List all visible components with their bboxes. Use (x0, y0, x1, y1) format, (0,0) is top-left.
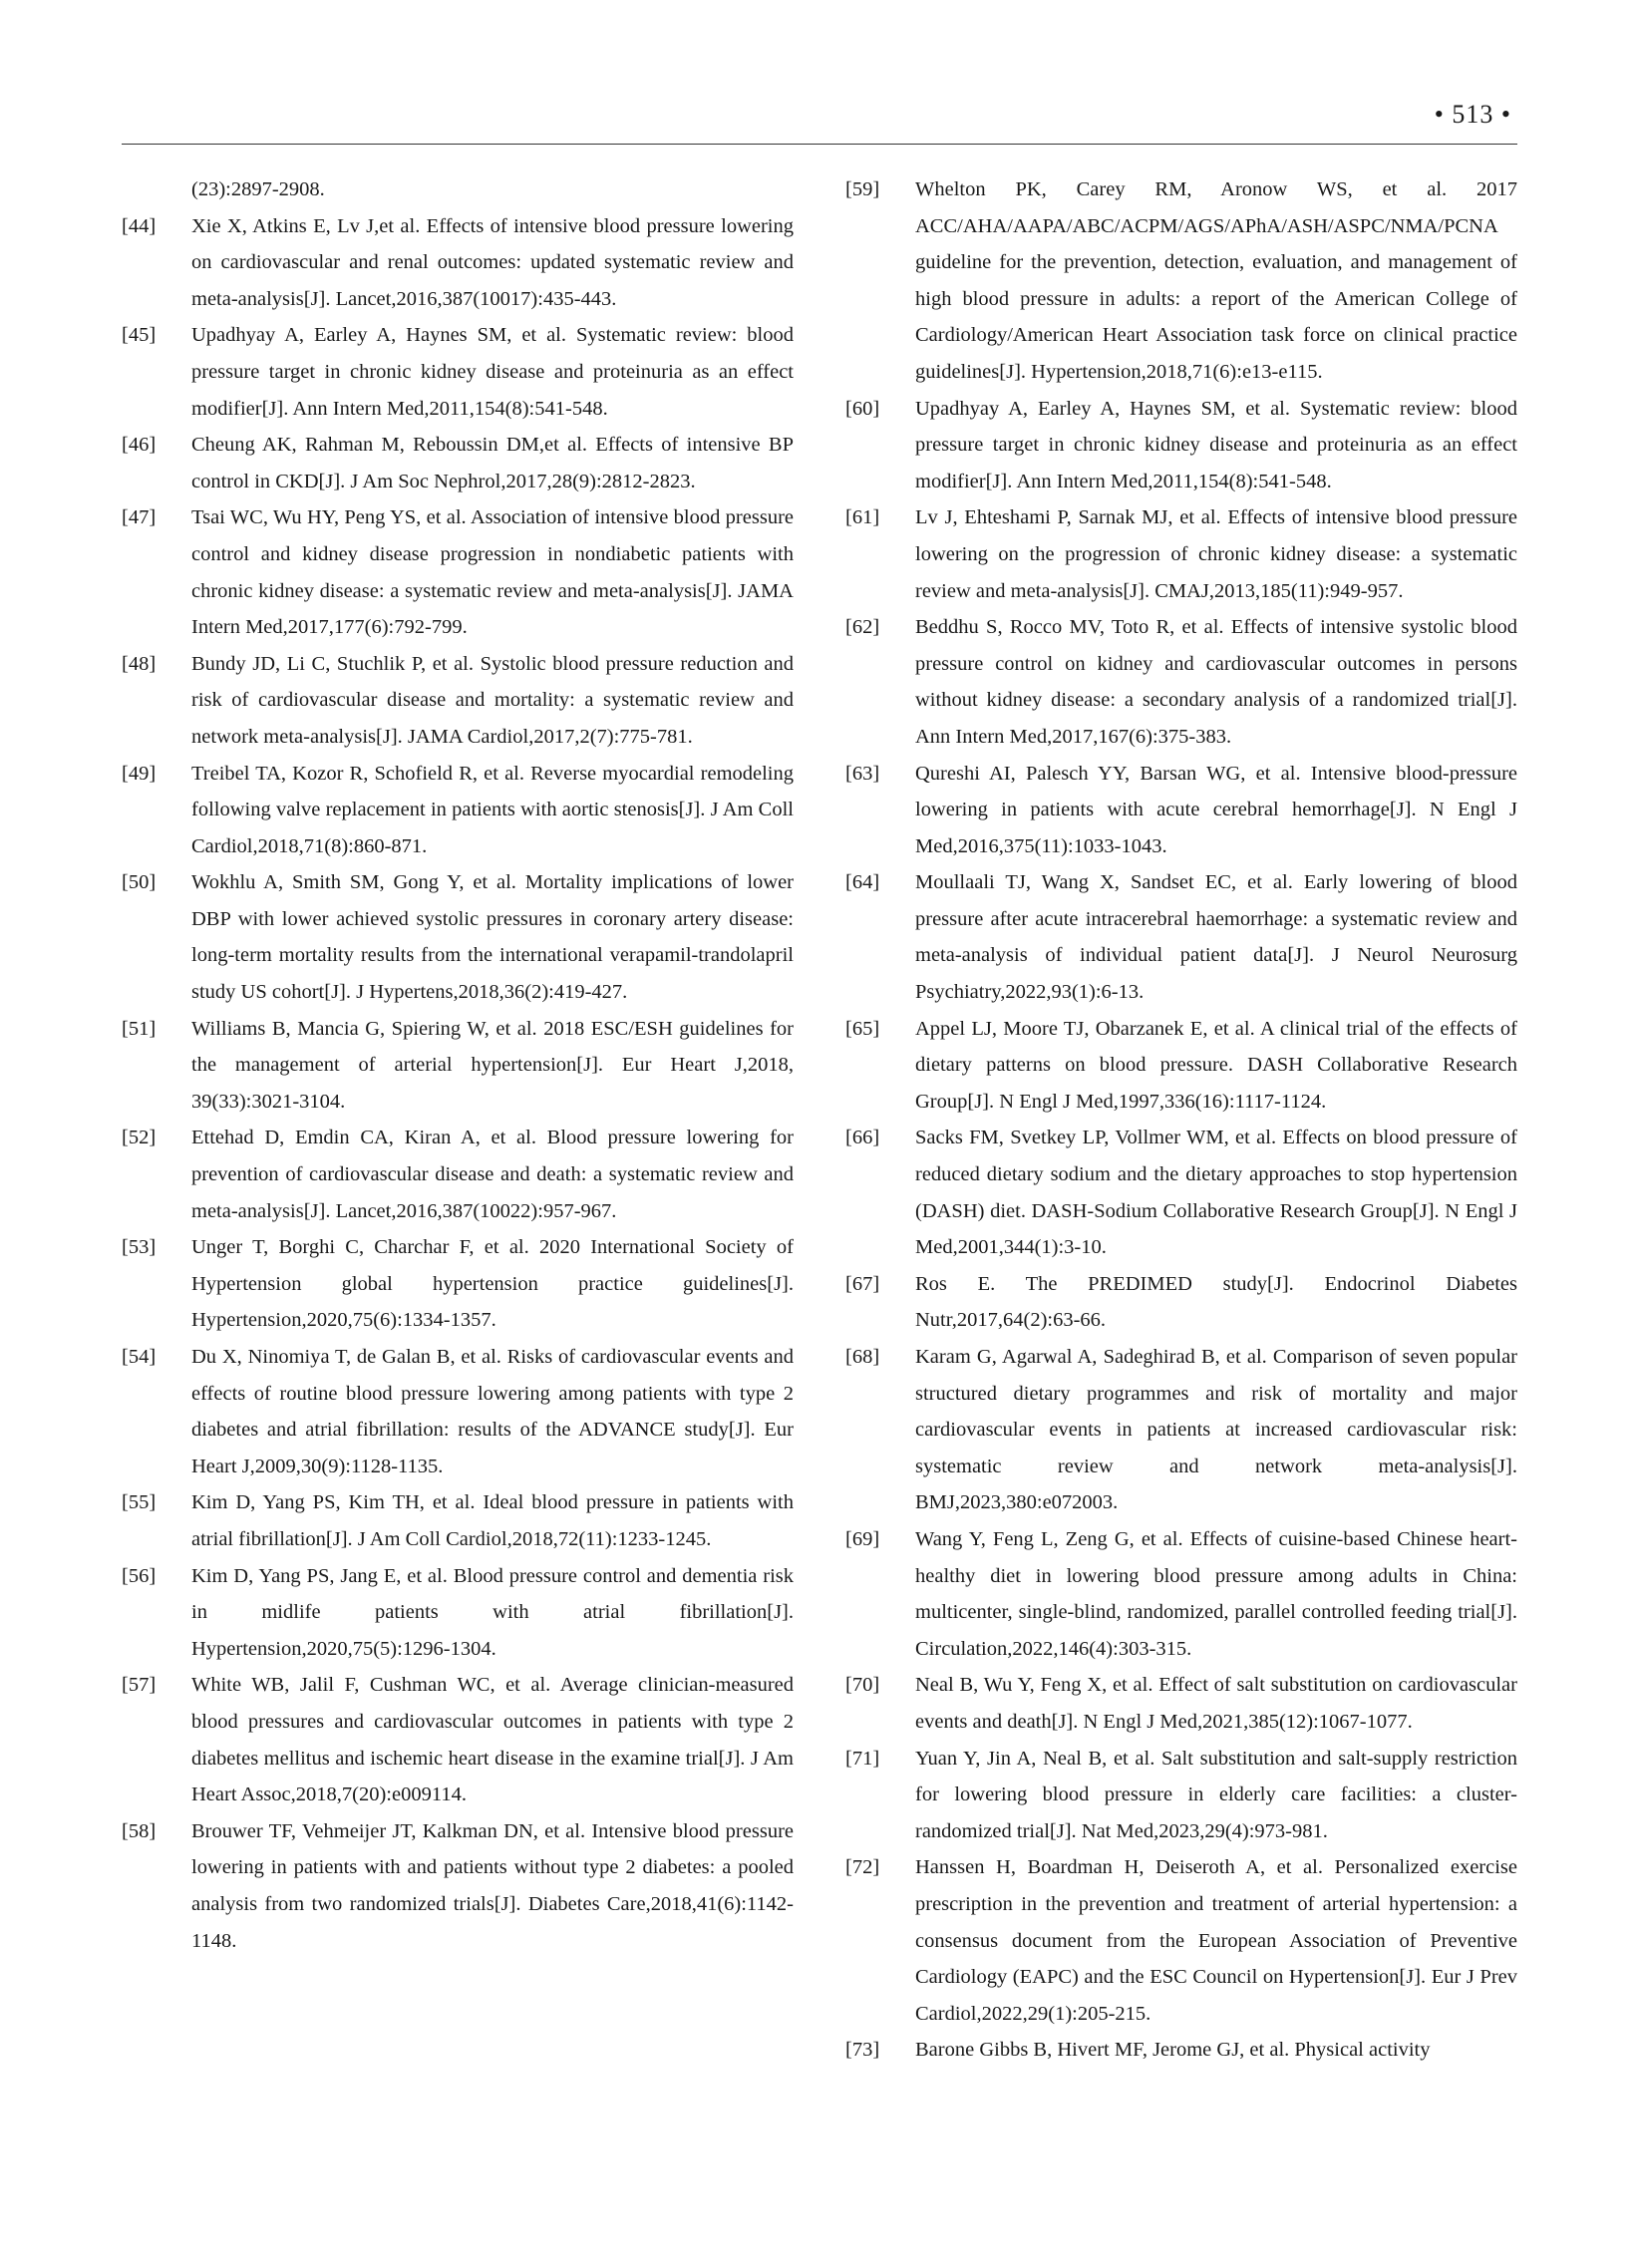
reference-entry (122, 756, 794, 865)
reference-text: Wokhlu A, Smith SM, Gong Y, et al. Mortality implications of lower DBP with lower achieved systolic pressures in coronary artery disease: long-term mortality results from the international verapamil-trandolapril study US cohort[J]. J Hypertens,2018,36(2):419-427. (191, 871, 794, 1004)
reference-text: Ros E. The PREDIMED study[J]. Endocrinol Diabetes Nutr,2017,64(2):63-66. (915, 1272, 1517, 1332)
reference-entry (845, 171, 1517, 391)
reference-text: Yuan Y, Jin A, Neal B, et al. Salt substitution and salt-supply restriction for lowering blood pressure in elderly care facilities: a cluster-randomized trial[J]. Nat Med,2023,29(4):973-981. (915, 1747, 1517, 1842)
reference-entry (845, 1011, 1517, 1121)
reference-number: [70] (845, 1674, 880, 1697)
reference-text: Beddhu S, Rocco MV, Toto R, et al. Effects of intensive systolic blood pressure control on kidney and cardiovascular outcomes in persons without kidney disease: a secondary analysis of a randomized trial[J]. Ann Intern Med,2017,167(6):375-383. (915, 616, 1517, 748)
reference-entry (845, 2032, 1517, 2069)
reference-entry (845, 1266, 1517, 1339)
reference-number: [56] (122, 1564, 157, 1587)
reference-entry (122, 1484, 794, 1557)
reference-number: [44] (122, 214, 157, 237)
header-rule (122, 144, 1517, 145)
reference-number: [62] (845, 616, 880, 639)
reference-entry (845, 864, 1517, 1010)
reference-number: [67] (845, 1272, 880, 1295)
reference-entry (122, 1120, 794, 1229)
reference-entry (845, 1521, 1517, 1667)
reference-number: [51] (122, 1017, 157, 1040)
reference-number: [72] (845, 1856, 880, 1879)
reference-entry (122, 499, 794, 645)
reference-number: [66] (845, 1127, 880, 1149)
page-number: • 513 • (1434, 100, 1511, 129)
reference-number: [63] (845, 762, 880, 785)
reference-entry (122, 1229, 794, 1339)
reference-entry (845, 756, 1517, 865)
reference-number: [64] (845, 871, 880, 894)
reference-entry (122, 317, 794, 427)
reference-number: [55] (122, 1491, 157, 1514)
reference-number: [52] (122, 1127, 157, 1149)
reference-number: [54] (122, 1346, 157, 1368)
reference-text: Bundy JD, Li C, Stuchlik P, et al. Systolic blood pressure reduction and risk of cardiovascular disease and mortality: a systematic review and network meta-analysis[J]. JAMA Cardiol,2017,2(7):775-781. (191, 652, 794, 748)
reference-column-left (122, 171, 794, 1959)
reference-entry (845, 1667, 1517, 1740)
reference-text: Kim D, Yang PS, Jang E, et al. Blood pressure control and dementia risk in midlife patients with atrial fibrillation[J]. Hypertension,2020,75(5):1296-1304. (191, 1564, 794, 1660)
reference-text: Tsai WC, Wu HY, Peng YS, et al. Association of intensive blood pressure control and kidney disease progression in nondiabetic patients with chronic kidney disease: a systematic review and meta-analysis[J]. JAMA Intern Med,2017,177(6):792-799. (191, 506, 794, 639)
reference-number: [60] (845, 397, 880, 420)
reference-text: Ettehad D, Emdin CA, Kiran A, et al. Blood pressure lowering for prevention of cardiovascular disease and death: a systematic review and meta-analysis[J]. Lancet,2016,387(10022):957-967. (191, 1127, 794, 1222)
reference-text: Appel LJ, Moore TJ, Obarzanek E, et al. A clinical trial of the effects of dietary patterns on blood pressure. DASH Collaborative Research Group[J]. N Engl J Med,1997,336(16):1117-1124. (915, 1017, 1517, 1113)
reference-column-right (845, 171, 1517, 2069)
reference-entry (845, 1741, 1517, 1850)
reference-entry (845, 609, 1517, 755)
reference-number: [68] (845, 1346, 880, 1368)
reference-text: (23):2897-2908. (191, 178, 325, 200)
reference-text: Barone Gibbs B, Hivert MF, Jerome GJ, et al. Physical activity (915, 2039, 1431, 2062)
reference-text: Upadhyay A, Earley A, Haynes SM, et al. Systematic review: blood pressure target in chronic kidney disease and proteinuria as an effect modifier[J]. Ann Intern Med,2011,154(8):541-548. (915, 397, 1517, 492)
reference-number: [73] (845, 2039, 880, 2062)
reference-text: Williams B, Mancia G, Spiering W, et al. 2018 ESC/ESH guidelines for the management of arterial hypertension[J]. Eur Heart J,2018, 39(33):3021-3104. (191, 1017, 794, 1113)
reference-entry (122, 646, 794, 756)
reference-number: [57] (122, 1674, 157, 1697)
reference-entry (845, 1120, 1517, 1265)
reference-number: [58] (122, 1819, 157, 1842)
reference-number: [61] (845, 506, 880, 529)
reference-text: Karam G, Agarwal A, Sadeghirad B, et al. Comparison of seven popular structured dietary programmes and risk of mortality and major cardiovascular events in patients at increased cardiovascular risk: systematic review and network meta-analysis[J]. BMJ,2023,380:e072003. (915, 1346, 1517, 1514)
reference-number: [47] (122, 506, 157, 529)
reference-entry (122, 1558, 794, 1668)
reference-entry (845, 1849, 1517, 2032)
reference-text: Neal B, Wu Y, Feng X, et al. Effect of salt substitution on cardiovascular events and death[J]. N Engl J Med,2021,385(12):1067-1077. (915, 1674, 1517, 1733)
reference-text: Qureshi AI, Palesch YY, Barsan WG, et al. Intensive blood-pressure lowering in patients with acute cerebral hemorrhage[J]. N Engl J Med,2016,375(11):1033-1043. (915, 762, 1517, 857)
reference-text: Kim D, Yang PS, Kim TH, et al. Ideal blood pressure in patients with atrial fibrillation[J]. J Am Coll Cardiol,2018,72(11):1233-1245. (191, 1491, 794, 1550)
reference-entry (122, 171, 794, 208)
reference-text: Treibel TA, Kozor R, Schofield R, et al. Reverse myocardial remodeling following valve replacement in patients with aortic stenosis[J]. J Am Coll Cardiol,2018,71(8):860-871. (191, 762, 794, 857)
reference-text: Cheung AK, Rahman M, Reboussin DM,et al. Effects of intensive BP control in CKD[J]. J Am Soc Nephrol,2017,28(9):2812-2823. (191, 434, 794, 492)
reference-text: Wang Y, Feng L, Zeng G, et al. Effects of cuisine-based Chinese heart-healthy diet in lowering blood pressure among adults in China: multicenter, single-blind, randomized, parallel controlled feeding trial[J]. Circulation,2022,146(4):303-315. (915, 1527, 1517, 1660)
reference-entry (845, 1339, 1517, 1521)
reference-text: Hanssen H, Boardman H, Deiseroth A, et al. Personalized exercise prescription in the prevention and treatment of arterial hypertension: a consensus document from the European Association of Preventive Cardiology (EAPC) and the ESC Council on Hypertension[J]. Eur J Prev Cardiol,2022,29(1):205-215. (915, 1856, 1517, 2025)
reference-number: [45] (122, 324, 157, 347)
reference-entry (122, 1011, 794, 1121)
reference-entry (122, 1667, 794, 1812)
reference-text: Sacks FM, Svetkey LP, Vollmer WM, et al. Effects on blood pressure of reduced dietary sodium and the dietary approaches to stop hypertension (DASH) diet. DASH-Sodium Collaborative Research Group[J]. N Engl J Med,2001,344(1):3-10. (915, 1127, 1517, 1259)
reference-entry (122, 427, 794, 499)
reference-text: White WB, Jalil F, Cushman WC, et al. Average clinician-measured blood pressures and cardiovascular outcomes in patients with type 2 diabetes mellitus and ischemic heart disease in the examine trial[J]. J Am Heart Assoc,2018,7(20):e009114. (191, 1674, 794, 1806)
reference-number: [48] (122, 652, 157, 675)
reference-number: [49] (122, 762, 157, 785)
reference-entry (845, 499, 1517, 609)
reference-text: Brouwer TF, Vehmeijer JT, Kalkman DN, et al. Intensive blood pressure lowering in patients with and patients without type 2 diabetes: a pooled analysis from two randomized trials[J]. Diabetes Care,2018,41(6):1142-1148. (191, 1819, 794, 1952)
reference-text: Xie X, Atkins E, Lv J,et al. Effects of intensive blood pressure lowering on cardiovascular and renal outcomes: updated systematic review and meta-analysis[J]. Lancet,2016,387(10017):435-443. (191, 214, 794, 310)
reference-number: [65] (845, 1017, 880, 1040)
reference-number: [53] (122, 1236, 157, 1259)
reference-number: [69] (845, 1527, 880, 1550)
reference-text: Unger T, Borghi C, Charchar F, et al. 2020 International Society of Hypertension global hypertension practice guidelines[J]. Hypertension,2020,75(6):1334-1357. (191, 1236, 794, 1332)
reference-entry (122, 208, 794, 318)
reference-entry (122, 1339, 794, 1484)
reference-text: Lv J, Ehteshami P, Sarnak MJ, et al. Effects of intensive blood pressure lowering on the progression of chronic kidney disease: a systematic review and meta-analysis[J]. CMAJ,2013,185(11):949-957. (915, 506, 1517, 602)
reference-number: [59] (845, 178, 880, 200)
reference-number: [46] (122, 434, 157, 457)
reference-text: Whelton PK, Carey RM, Aronow WS, et al. 2017 ACC/AHA/AAPA/ABC/ACPM/AGS/APhA/ASH/ASPC/NMA/PCNA guideline for the prevention, detection, evaluation, and management of high blood pressure in adults: a report of the American College of Cardiology/American Heart Association task force on clinical practice guidelines[J]. Hypertension,2018,71(6):e13-e115. (915, 178, 1517, 383)
reference-number: [50] (122, 871, 157, 894)
reference-text: Upadhyay A, Earley A, Haynes SM, et al. Systematic review: blood pressure target in chronic kidney disease and proteinuria as an effect modifier[J]. Ann Intern Med,2011,154(8):541-548. (191, 324, 794, 420)
reference-text: Moullaali TJ, Wang X, Sandset EC, et al. Early lowering of blood pressure after acute intracerebral haemorrhage: a systematic review and meta-analysis of individual patient data[J]. J Neurol Neurosurg Psychiatry,2022,93(1):6-13. (915, 871, 1517, 1004)
reference-entry (122, 864, 794, 1010)
reference-entry (845, 391, 1517, 500)
reference-number: [71] (845, 1747, 880, 1770)
reference-entry (122, 1813, 794, 1959)
reference-text: Du X, Ninomiya T, de Galan B, et al. Risks of cardiovascular events and effects of routine blood pressure lowering among patients with type 2 diabetes and atrial fibrillation: results of the ADVANCE study[J]. Eur Heart J,2009,30(9):1128-1135. (191, 1346, 794, 1477)
